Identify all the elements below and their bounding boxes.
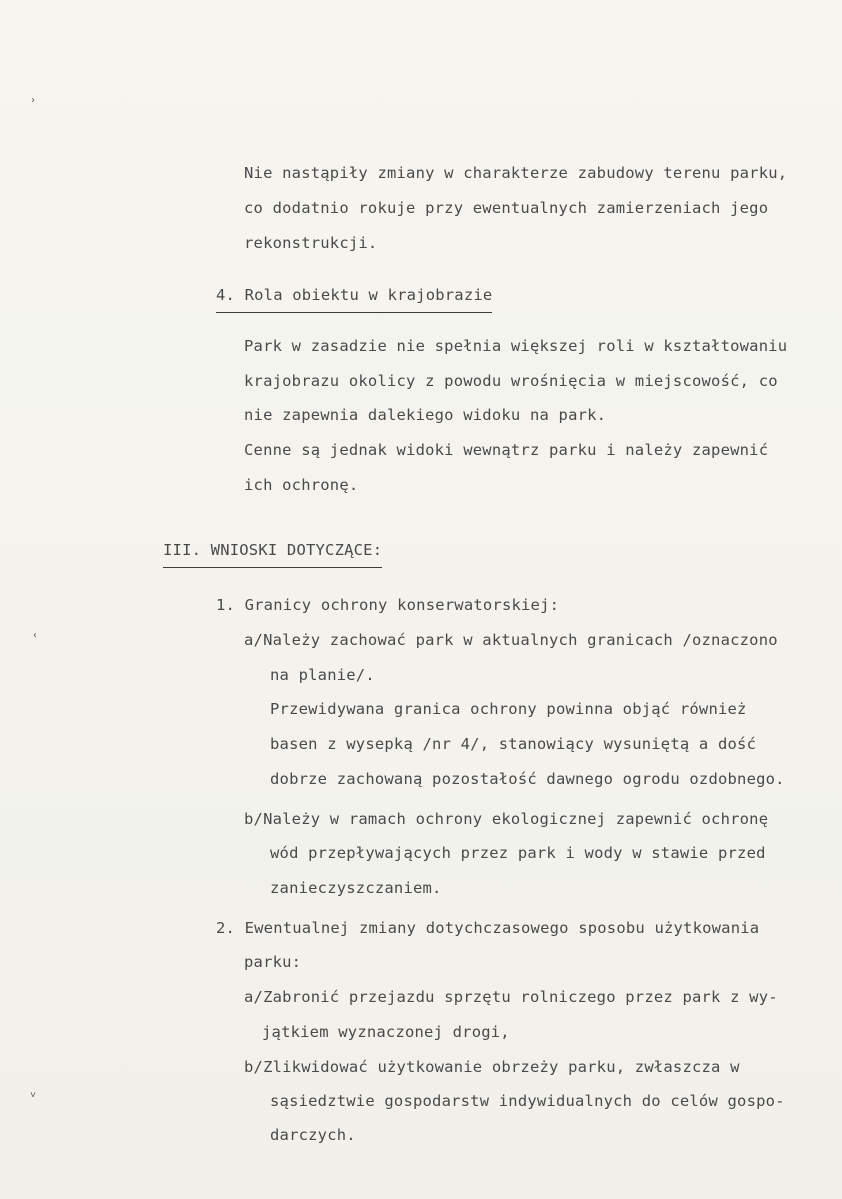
text-line: Cenne są jednak widoki wewnątrz parku i należy zapewnić: [244, 441, 769, 459]
text-line: nie zapewnia dalekiego widoku na park.: [244, 406, 607, 424]
text-line: a/Należy zachować park w aktualnych granicach /oznaczono: [244, 631, 778, 649]
text-line: rekonstrukcji.: [244, 234, 378, 252]
text-line: b/Należy w ramach ochrony ekologicznej zapewnić ochronę: [244, 810, 769, 828]
margin-mark-bottom: ˅: [30, 1090, 37, 1101]
margin-mark-middle: ‹: [32, 630, 39, 641]
text-line: wód przepływających przez park i wody w stawie przed: [270, 844, 766, 862]
text-line: dobrze zachowaną pozostałość dawnego ogrodu ozdobnego.: [270, 770, 785, 788]
text-line: Przewidywana granica ochrony powinna objąć również: [270, 700, 747, 718]
text-line: jątkiem wyznaczonej drogi,: [262, 1023, 510, 1041]
margin-mark-top: ›: [30, 95, 37, 106]
text-line: Nie nastąpiły zmiany w charakterze zabudowy terenu parku,: [244, 164, 788, 182]
item1-heading: 1. Granicy ochrony konserwatorskiej:: [216, 596, 560, 614]
text-line: krajobrazu okolicy z powodu wrośnięcia w miejscowość, co: [244, 372, 778, 390]
text-line: co dodatnio rokuje przy ewentualnych zamierzeniach jego: [244, 199, 769, 217]
text-line: na planie/.: [270, 666, 375, 684]
text-line: 2. Ewentualnej zmiany dotychczasowego sposobu użytkowania: [216, 919, 760, 937]
text-line: a/Zabronić przejazdu sprzętu rolniczego przez park z wy-: [244, 988, 778, 1006]
text-line: basen z wysepką /nr 4/, stanowiący wysuniętą a dość: [270, 735, 757, 753]
section-iii-title: III. WNIOSKI DOTYCZĄCE:: [163, 540, 382, 568]
text-line: sąsiedztwie gospodarstw indywidualnych do celów gospo-: [270, 1092, 785, 1110]
text-line: Park w zasadzie nie spełnia większej roli w kształtowaniu: [244, 337, 788, 355]
section-heading-4: 4. Rola obiektu w krajobrazie: [216, 285, 492, 313]
text-line: parku:: [244, 953, 302, 971]
text-line: ich ochronę.: [244, 476, 359, 494]
text-line: darczych.: [270, 1126, 356, 1144]
text-line: b/Zlikwidować użytkowanie obrzeży parku, zwłaszcza w: [244, 1058, 740, 1076]
text-line: zanieczyszczaniem.: [270, 879, 442, 897]
